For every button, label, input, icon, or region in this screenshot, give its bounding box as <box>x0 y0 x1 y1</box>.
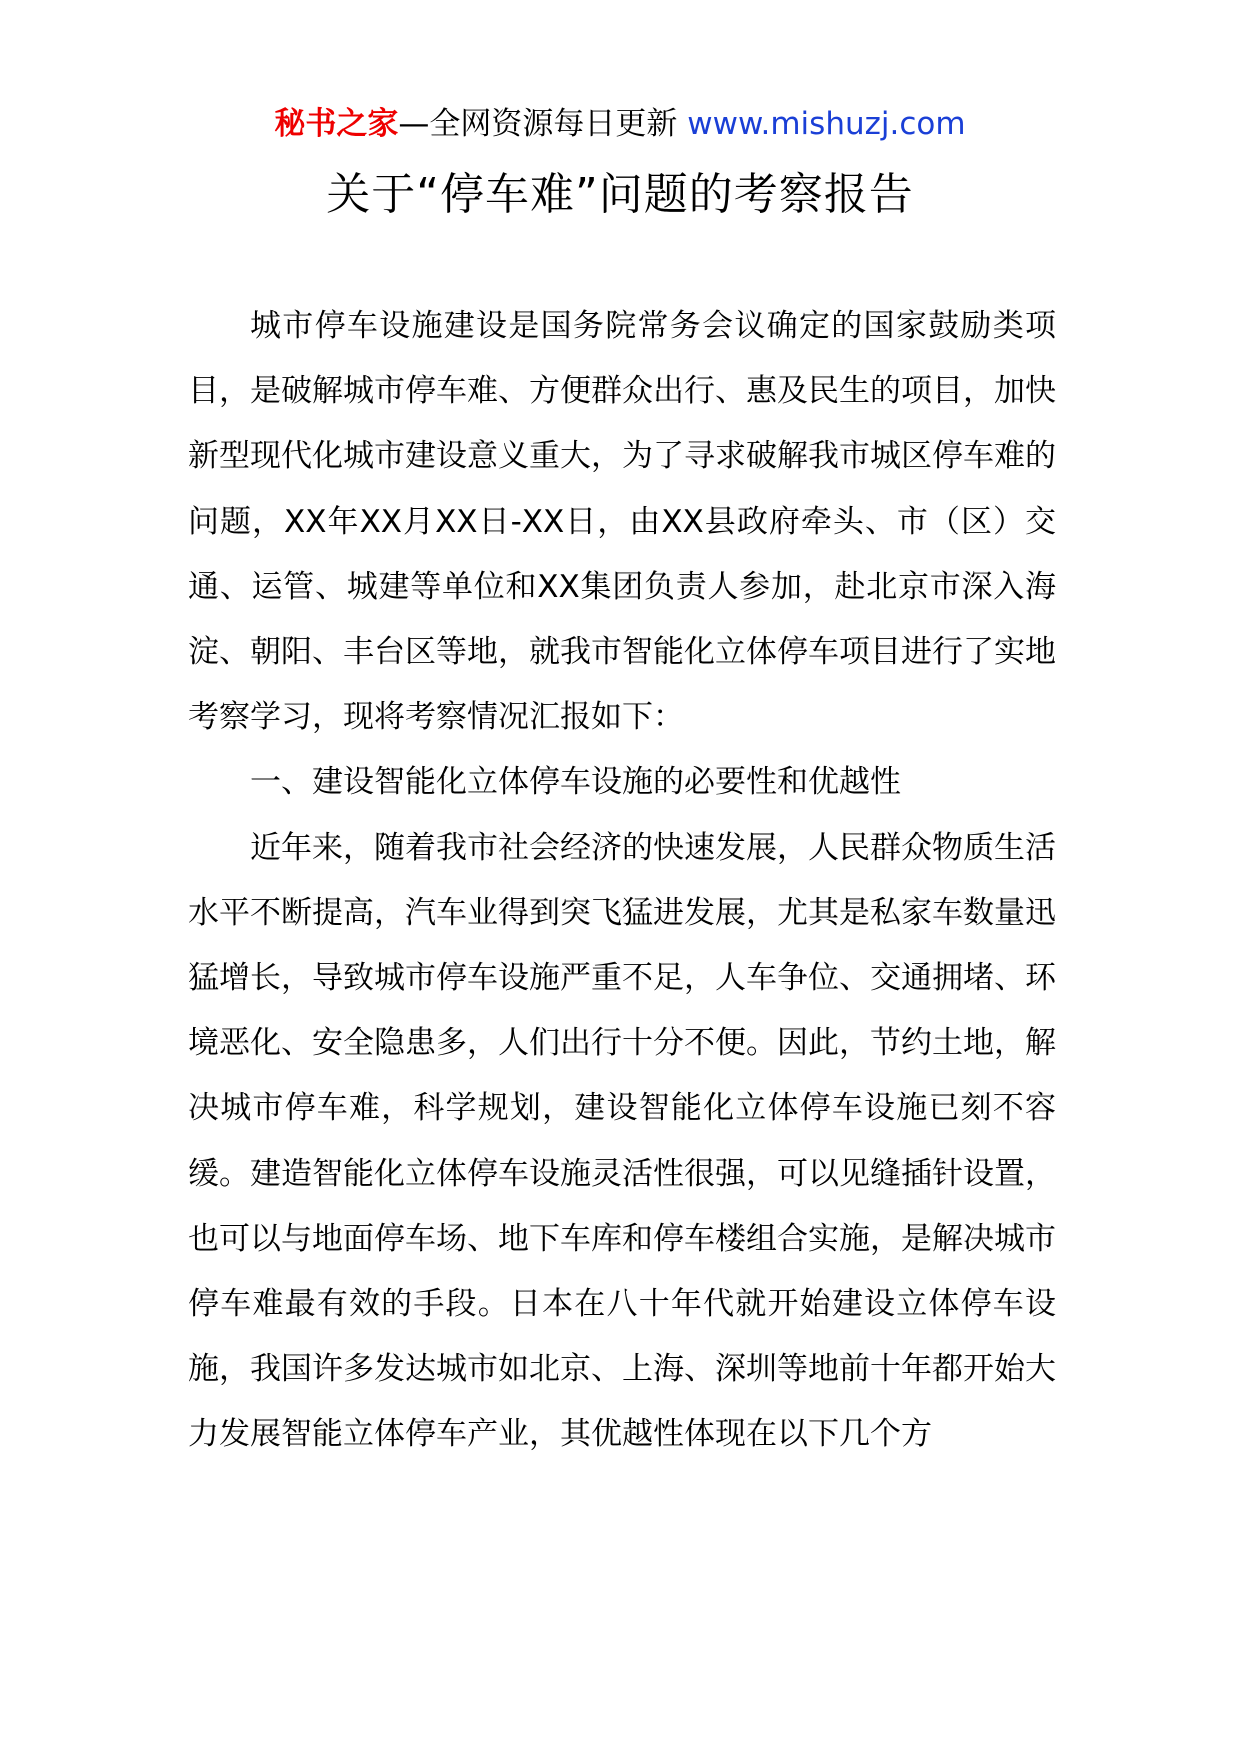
paragraph-intro: 城市停车设施建设是国务院常务会议确定的国家鼓励类项目，是破解城市停车难、方便群众出行、惠及民生的项目，加快新型现代化城市建设意义重大，为了寻求破解我市城区停车难的问题，XX年XX月XX日-XX日，由XX县政府牵头、市（区）交通、运管、城建等单位和XX集团负责人参加，赴北京市深入海淀、朝阳、丰台区等地，就我市智能化立体停车项目进行了实地考察学习，现将考察情况汇报如下： <box>188 308 1056 736</box>
document-body <box>188 294 1056 1468</box>
document-title: 关于“停车难”问题的考察报告 <box>326 169 914 220</box>
section-heading: 一、建设智能化立体停车设施的必要性和优越性 <box>250 764 901 801</box>
brand-name: 秘书之家 <box>274 106 399 142</box>
brand-slogan: —全网资源每日更新 <box>398 106 688 142</box>
paragraph-section-1: 近年来，随着我市社会经济的快速发展，人民群众物质生活水平不断提高，汽车业得到突飞猛进发展，尤其是私家车数量迅猛增长，导致城市停车设施严重不足，人车争位、交通拥堵、环境恶化、安全隐患多，人们出行十分不便。因此，节约土地，解决城市停车难，科学规划，建设智能化立体停车设施已刻不容缓。建造智能化立体停车设施灵活性很强，可以见缝插针设置，也可以与地面停车场、地下车库和停车楼组合实施，是解决城市停车难最有效的手段。日本在八十年代就开始建设立体停车设施，我国许多发达城市如北京、上海、深圳等地前十年都开始大力发展智能立体停车产业，其优越性体现在以下几个方 <box>188 829 1056 1453</box>
site-url-link[interactable]: www.mishuzj.com <box>687 106 966 142</box>
header-banner <box>0 100 1240 148</box>
